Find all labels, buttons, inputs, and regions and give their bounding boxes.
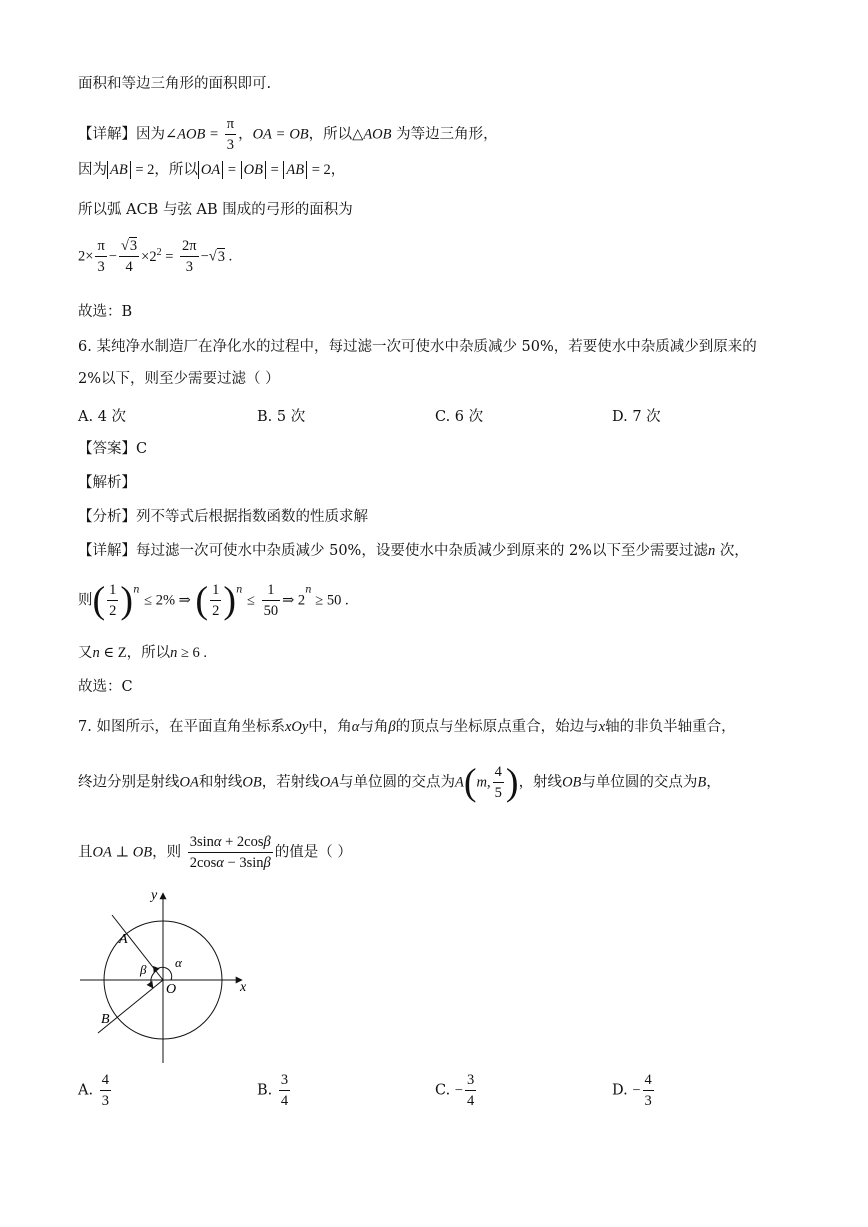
text: 6. 某纯净水制造厂在净化水的过程中，每过滤一次可使水中杂质减少 50%，若要使水中杂质减少到原来的: [78, 339, 757, 355]
text: 与角: [359, 719, 389, 735]
text: 终边分别是射线: [78, 774, 180, 791]
text: 所以弧 ACB 与弦 AB 围成的弓形的面积为: [78, 202, 353, 218]
answer-tag: 【答案】: [78, 441, 136, 457]
label-b: B: [101, 1012, 110, 1027]
question-stem: [78, 369, 280, 389]
numerator: 4: [643, 1070, 654, 1091]
question-stem: 终边分别是射线OA和射线OB，若射线OA与单位圆的交点为A(m, $\frac{4}{5}$ )，射线OB与单位圆的交点为B，: [78, 761, 721, 804]
text-line: 又n ∈ Z，所以n ≥ 6 .: [78, 645, 208, 661]
denominator: 4: [280, 1093, 289, 1109]
option-c: C. 6 次: [435, 409, 484, 425]
numerator: 3: [279, 1070, 290, 1091]
text-line: [78, 677, 133, 697]
option-d: [612, 1070, 656, 1111]
text: 则: [78, 592, 93, 609]
unit-circle-figure: [70, 885, 270, 1070]
text: 且: [78, 844, 93, 861]
fraction: $\frac{\pi}{3}$: [226, 116, 235, 153]
text-line: [78, 302, 132, 322]
question-stem: 7. 如图所示，在平面直角坐标系xOy中，角α与角β的顶点与坐标原点重合，始边与x轴的非负半轴重合，: [78, 719, 736, 735]
text: 列不等式后根据指数函数的性质求解: [136, 509, 368, 525]
answer-value: C: [136, 441, 148, 457]
text: ，所以: [126, 645, 171, 661]
detail-tag: 【详解】: [78, 126, 136, 143]
analysis-tag: 【解析】: [78, 475, 136, 491]
text: ，则: [152, 844, 182, 861]
numerator: 3: [465, 1070, 476, 1091]
option-b: B. 5 次: [257, 409, 306, 425]
denominator: 3: [644, 1093, 652, 1109]
text: 轴的非负半轴重合，: [605, 719, 736, 735]
numerator: 4: [100, 1070, 111, 1091]
analysis-line: [78, 473, 136, 493]
label-x: x: [240, 980, 247, 995]
option-a: [78, 1070, 113, 1111]
answer-line: [78, 439, 147, 459]
option-d: D. 7 次: [612, 409, 661, 425]
text: 因为: [78, 162, 107, 178]
option-letter: B.: [257, 1082, 273, 1099]
label-beta: β: [140, 962, 147, 977]
question-stem: 且OA ⊥ OB，则 $\frac{3\sin\alpha + 2\cos\beta}{2\cos\alpha - 3\sin\beta}$ 的值是（ ）: [78, 834, 352, 871]
text: ，射线: [518, 774, 563, 791]
formula-line: 则( $\frac{1}{2}$ )$^n$ ≤ 2% ⇒ ( $\frac{1}{2}$ )$^n$ ≤ $\frac{1}{50}$ ⇒ $2^n \ge 50$ .: [78, 579, 349, 622]
text: 次，: [719, 543, 749, 559]
label-y: y: [151, 888, 158, 903]
detail-tag: 【详解】: [78, 543, 136, 559]
paragraph-text: 面积和等边三角形的面积即可.: [78, 76, 272, 92]
text: 每过滤一次可使水中杂质减少 50%，设要使水中杂质减少到原来的 2%以下至少需要过滤: [136, 543, 708, 559]
option-letter: A.: [78, 1082, 94, 1099]
text: ，: [706, 774, 721, 791]
text-line: 因为 AB = 2，所以 OA = OB = AB = 2，: [78, 162, 346, 178]
text-line: [78, 200, 353, 220]
question-stem: [78, 337, 757, 357]
denominator: 3: [101, 1093, 109, 1109]
detail-line: 【详解】因为∠AOB = $\frac{\pi}{3}$ ，OA = OB，所以△AOB 为等边三角形，: [78, 116, 498, 153]
text: 的顶点与坐标原点重合，始边与: [395, 719, 599, 735]
text: 与单位圆的交点为: [339, 774, 456, 791]
text: 为等边三角形，: [396, 126, 498, 143]
text: 又: [78, 645, 93, 661]
label-o: O: [166, 982, 177, 997]
option-sign: −: [454, 1082, 463, 1099]
fraction: $\frac{3\sin\alpha + 2\cos\beta}{2\cos\alpha - 3\sin\beta}$: [189, 834, 271, 871]
text: ，所以: [308, 126, 353, 143]
text: 因为: [136, 126, 165, 143]
option-sign: −: [632, 1082, 641, 1099]
fenxi-tag: 【分析】: [78, 509, 136, 525]
fenxi-line: [78, 507, 368, 527]
text: ，: [330, 162, 346, 178]
label-alpha: α: [175, 955, 182, 970]
option-letter: D.: [612, 1082, 628, 1099]
choice-text: 故选：B: [78, 304, 133, 320]
text: 7. 如图所示，在平面直角坐标系: [78, 719, 285, 735]
text-line: [78, 74, 271, 94]
option-c: [435, 1070, 478, 1111]
option-letter: C.: [435, 1082, 451, 1099]
option-a: A. 4 次: [78, 409, 127, 425]
denominator: 4: [466, 1093, 475, 1109]
text: 中，角: [308, 719, 352, 735]
text: 和射线: [198, 774, 243, 791]
formula-line: 2× $\frac{\pi}{3}$ − $\frac{√3}{4}$ $\times 2^2$ = $\frac{2\pi}{3}$ −√3 .: [78, 238, 233, 275]
label-a: A: [119, 932, 128, 947]
text: 2%以下，则至少需要过滤（ ）: [78, 371, 280, 387]
text: 的值是（ ）: [274, 844, 352, 861]
choice-text: 故选：C: [78, 679, 133, 695]
text: 与单位圆的交点为: [581, 774, 698, 791]
text: ，若射线: [261, 774, 320, 791]
text: ，所以: [154, 162, 198, 178]
text: ，: [238, 126, 253, 143]
option-b: [257, 1070, 292, 1111]
detail-line: 【详解】每过滤一次可使水中杂质减少 50%，设要使水中杂质减少到原来的 2%以下至少需要过滤n 次，: [78, 543, 749, 559]
